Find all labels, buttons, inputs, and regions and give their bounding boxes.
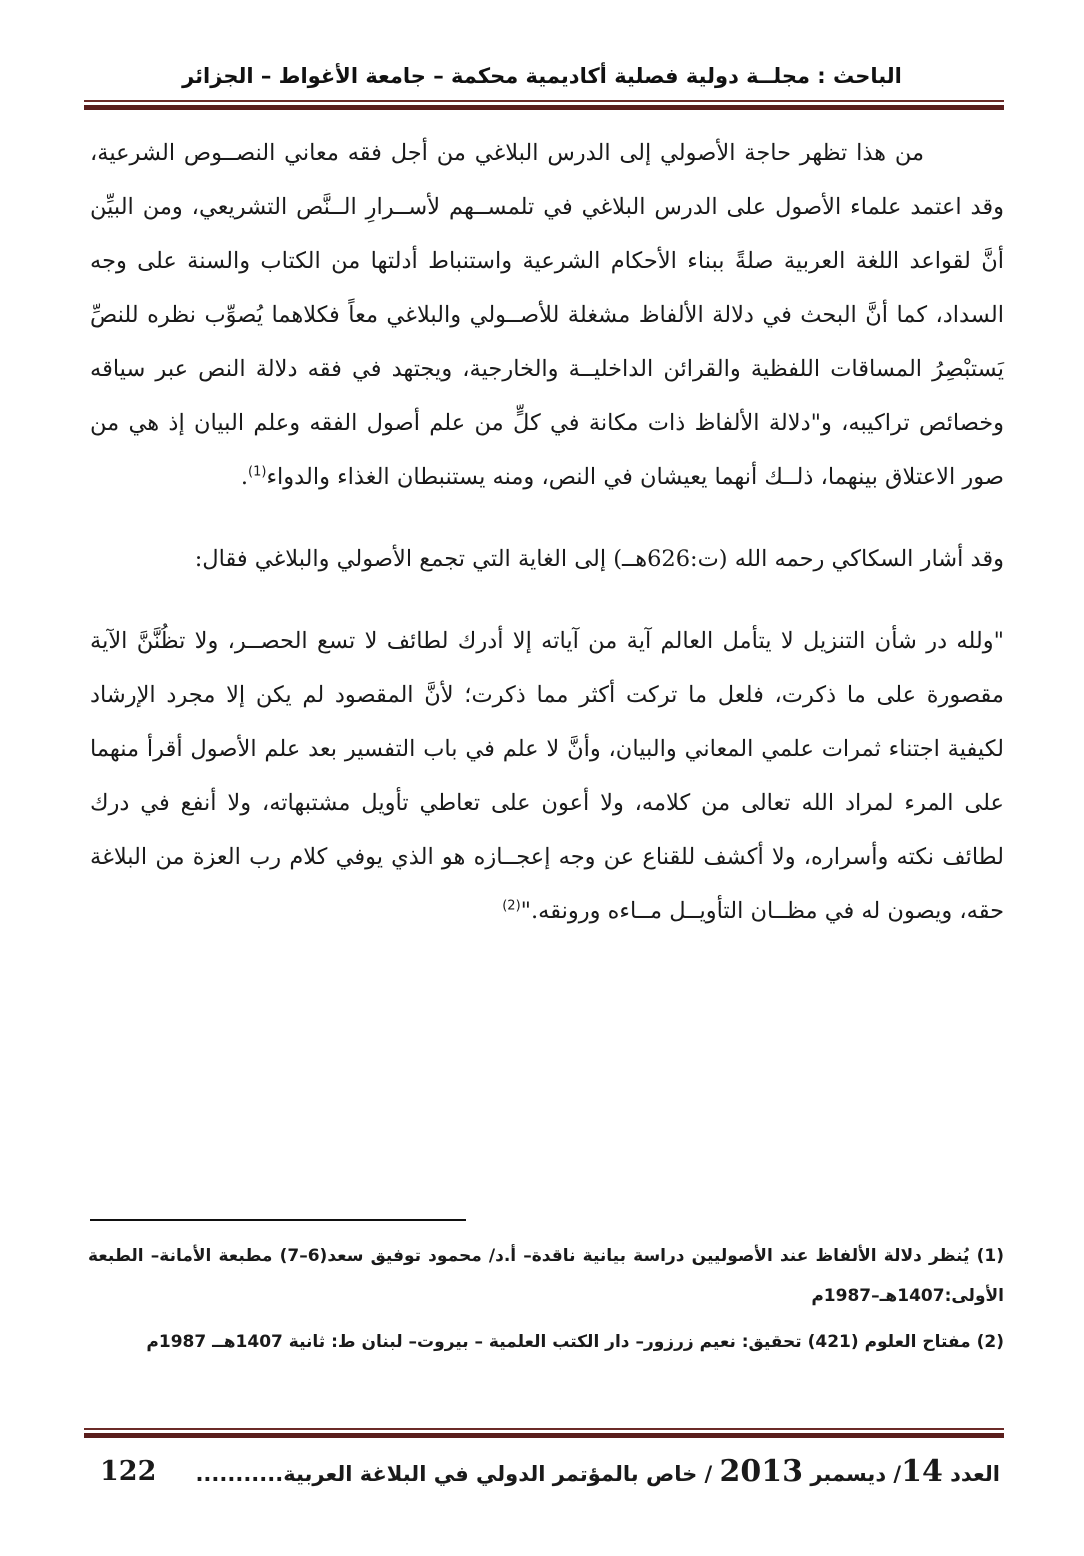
- paragraph-2: وقد أشار السكاكي رحمه الله (ت:626هــ) إلى الغاية التي تجمع الأصولي والبلاغي فقال:: [194, 546, 1004, 572]
- special-issue-note: / خاص بالمؤتمر الدولي في البلاغة العربية...........: [195, 1462, 713, 1486]
- issue-month: / ديسمبر: [810, 1462, 902, 1486]
- quote-paragraph: "ولله در شأن التنزيل لا يتأمل العالم آية من آياته إلا أدرك لطائف لا تسع الحصــر، ولا تظُنَّنَّ الآية مقصورة على ما ذكرت، فلعل ما تركت أكثر مما ذكرت؛ لأنَّ المقصود لم يكن إلا مجرد الإرشاد لكيفية اجتناء ثمرات علمي المعاني والبيان، وأنَّ لا علم في باب التفسير بعد علم الأصول أقرأ منهما على المرء لمراد الله تعالى من كلامه، ولا أعون على تعاطي تأويل مشتبهاته، ولا أنفع في درك لطائف نكته وأسراره، ولا أكشف للقناع عن وجه إعجــازه هو الذي يوفي كلام رب العزة من البلاغة حقه، ويصون له في مظــان التأويــل مــاءه ورونقه."$^{(2)}$: [90, 628, 1004, 924]
- page-footer: [100, 1442, 1000, 1502]
- footnotes: [88, 1236, 1004, 1368]
- footnote-ref-2: (2): [502, 898, 521, 914]
- footnote-separator: [90, 1219, 466, 1221]
- footnote-1: (1) يُنظر دلالة الألفاظ عند الأصوليين دراسة بيانية ناقدة– أ.د/ محمود توفيق سعد(6–7) مطبعة الأمانة– الطبعة الأولى:1407هـ–1987م: [88, 1246, 1004, 1306]
- header-rule: [84, 100, 1004, 110]
- issue-label: العدد: [950, 1462, 1000, 1486]
- footnote-2: (2) مفتاح العلوم (421) تحقيق: نعيم زرزور– دار الكتب العلمية – بيروت– لبنان ط: ثانية 1407هــ 1987م: [146, 1332, 1004, 1352]
- paragraph-1: من هذا تظهر حاجة الأصولي إلى الدرس البلاغي من أجل فقه معاني النصــوص الشرعية، وقد اعتمد علماء الأصول على الدرس البلاغي في تلمســهم لأســرارِ الــنَّص التشريعي، ومن البيِّن أنَّ لقواعد اللغة العربية صلةً ببناء الأحكام الشرعية واستنباط أدلتها من الكتاب والسنة على وجه السداد، كما أنَّ البحث في دلالة الألفاظ مشغلة للأصــولي والبلاغي معاً فكلاهما يُصوِّب نظره للنصِّ يَستبْصِرُ المساقات اللفظية والقرائن الداخليــة والخارجية، ويجتهد في فقه دلالة النص عبر سياقه وخصائص تراكيبه، و"دلالة الألفاظ ذات مكانة في كلٍّ من علم أصول الفقه وعلم البيان إذ هي من صور الاعتلاق بينهما، ذلــك أنهما يعيشان في النص، ومنه يستنبطان الغذاء والدواء$^{(1)}$.: [90, 140, 1004, 490]
- page-number: 122: [100, 1456, 157, 1487]
- issue-year: 2013: [719, 1454, 804, 1489]
- footnote-ref-1: (1): [248, 464, 267, 480]
- journal-header: الباحث : مجلــة دولية فصلية أكاديمية محكمة – جامعة الأغواط – الجزائر: [182, 64, 902, 88]
- footer-rule: [84, 1428, 1004, 1438]
- main-text: [90, 126, 1004, 938]
- issue-number: 14: [901, 1454, 943, 1489]
